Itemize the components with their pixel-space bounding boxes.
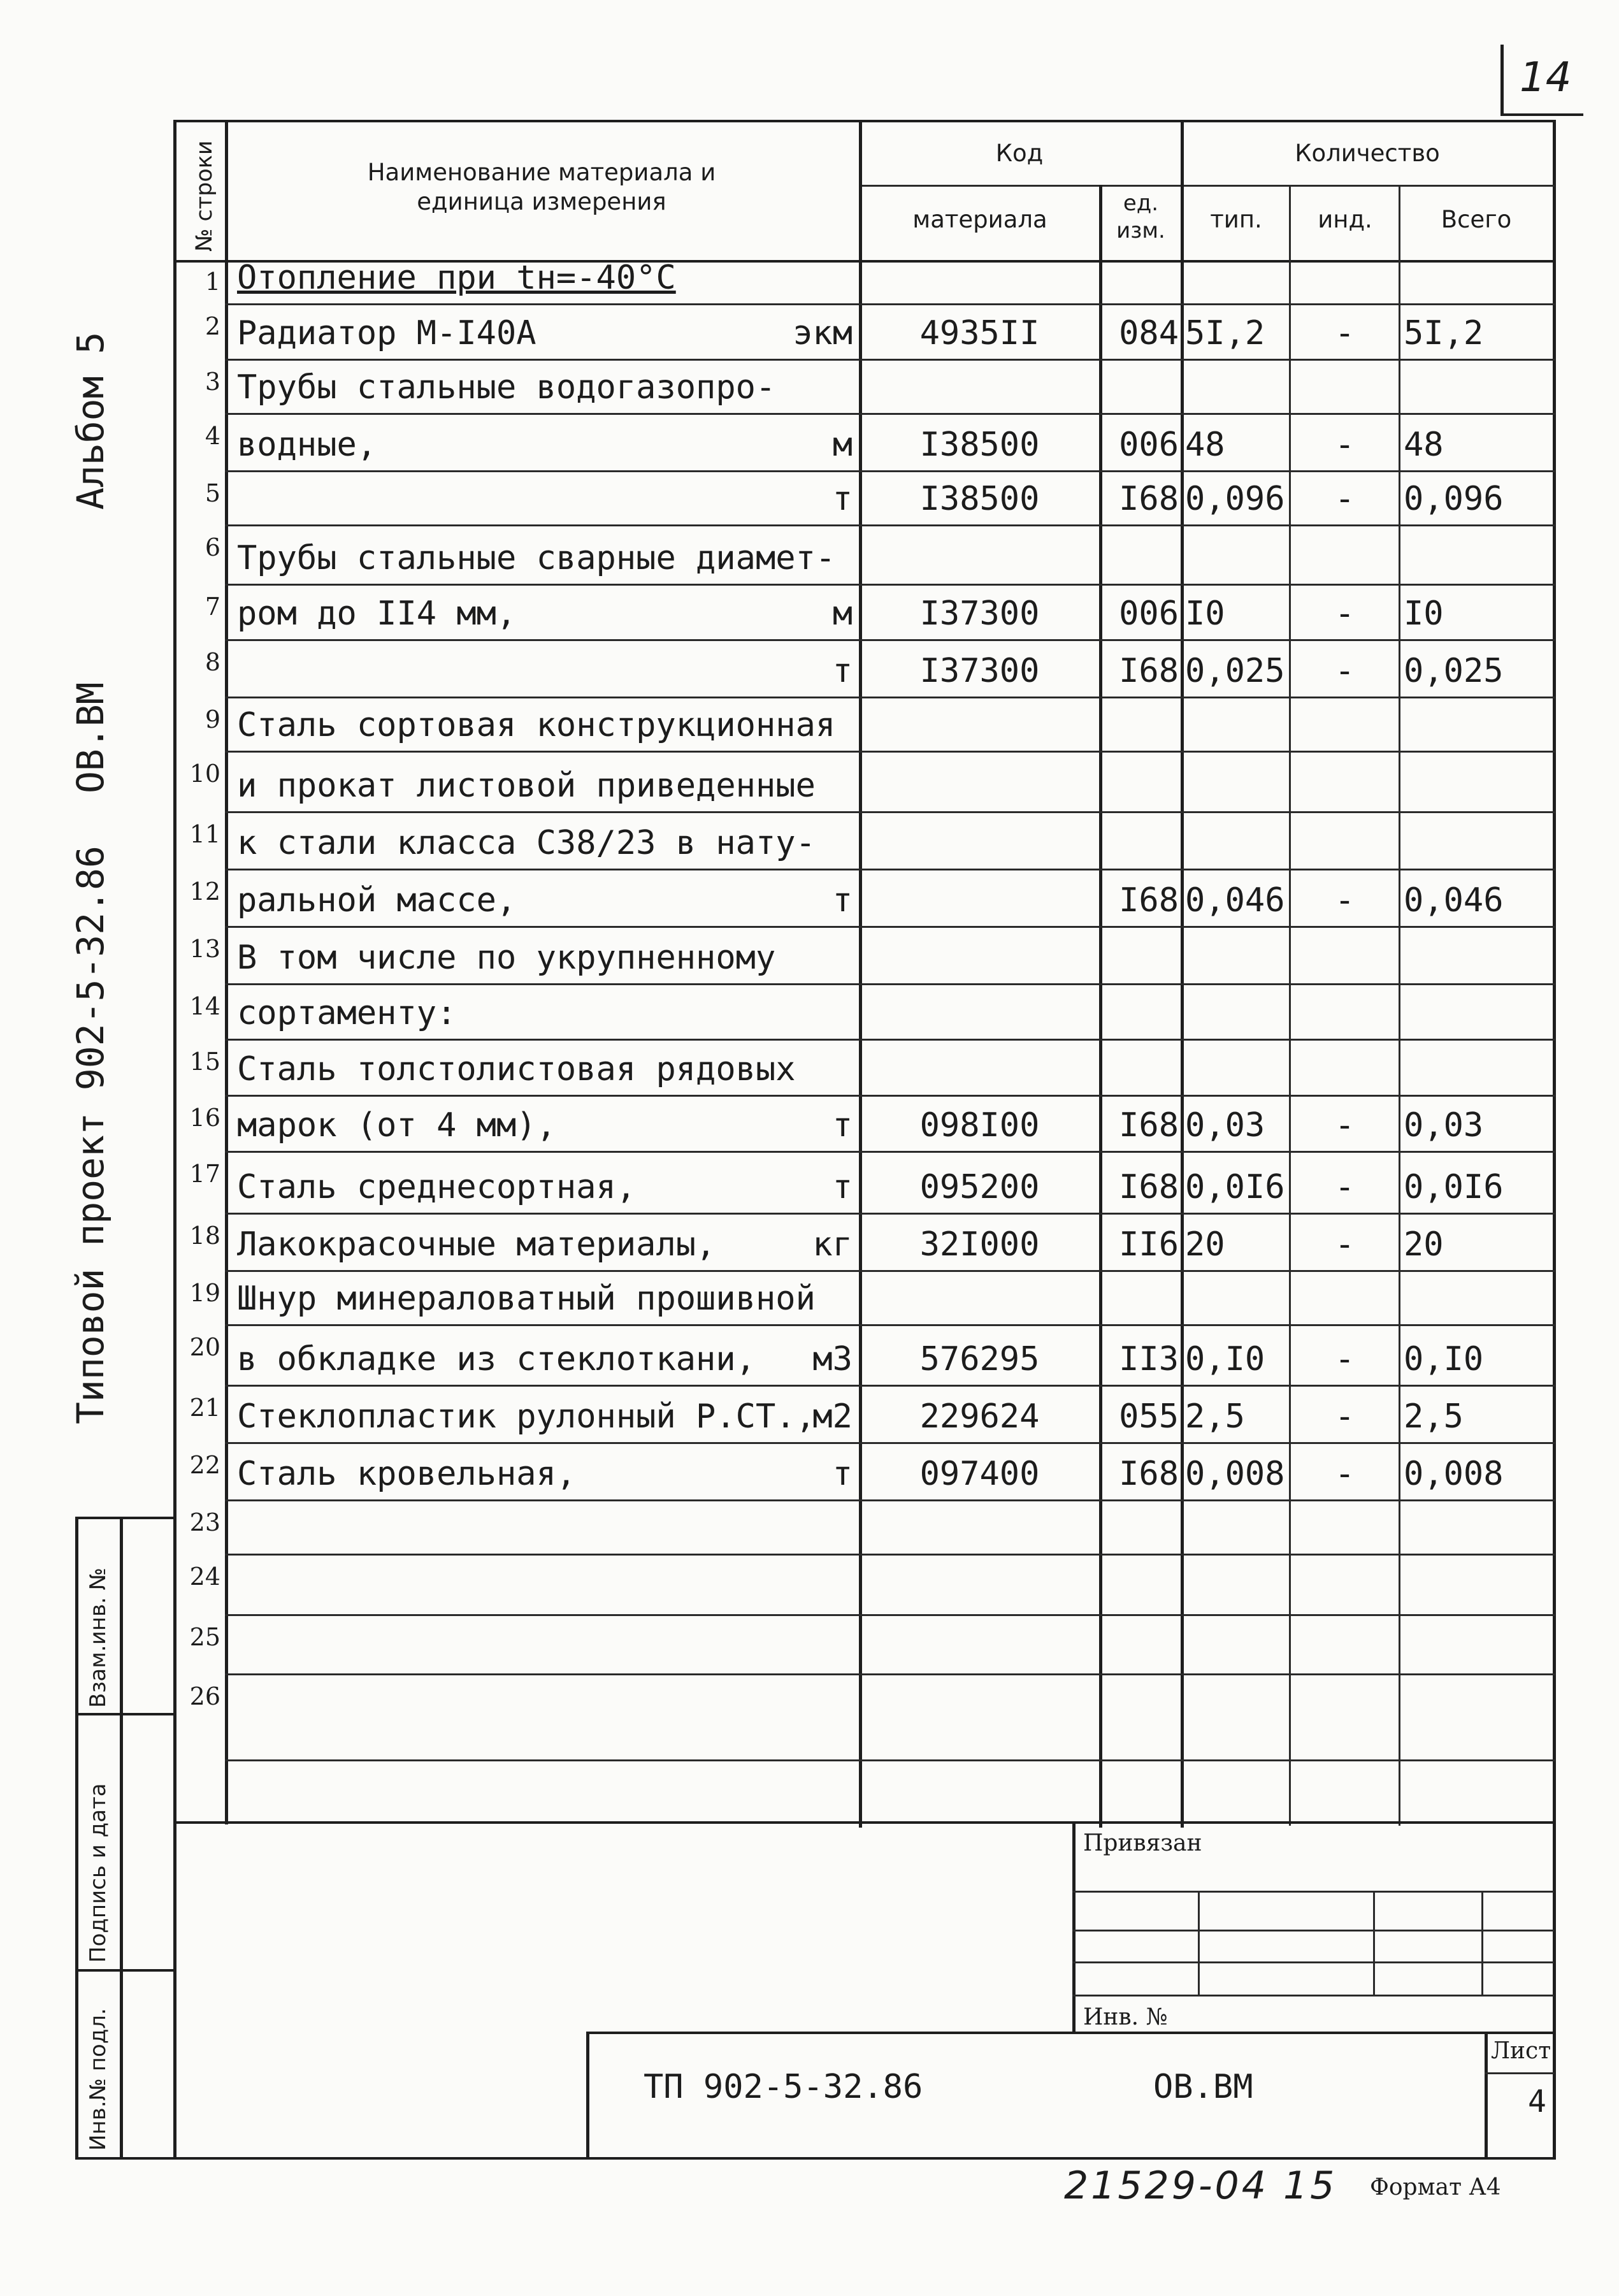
row-separator — [225, 1385, 1555, 1387]
row-separator — [225, 926, 1555, 928]
header-qty-ind: инд. — [1318, 206, 1372, 233]
table-bottom-line — [173, 1821, 1556, 1824]
cell-unit-code: 084 — [1119, 314, 1179, 352]
cell-qty-typ: 2,5 — [1185, 1397, 1245, 1436]
stamp-line — [1072, 1995, 1554, 1996]
stamp-doc-section: ОВ.ВМ — [1153, 2068, 1253, 2106]
cell-name: в обкладке из стеклоткани, — [237, 1340, 756, 1378]
row-number: 1 — [205, 268, 220, 296]
cell-unit: т — [832, 1455, 853, 1493]
cell-qty-typ: I0 — [1185, 595, 1225, 633]
row-number: 19 — [189, 1279, 220, 1307]
cell-name: Радиатор М-I40А — [237, 314, 536, 352]
cell-qty-typ: 0,I0 — [1185, 1340, 1265, 1378]
header-code-group: Код — [995, 140, 1044, 167]
cell-unit: т — [832, 1106, 853, 1144]
cell-unit-code: 055 — [1119, 1397, 1179, 1436]
cell-name: Сталь среднесортная, — [237, 1168, 637, 1206]
stamp-list-value: 4 — [1528, 2084, 1546, 2119]
stamp-doc-code: ТП 902-5-32.86 — [644, 2068, 923, 2106]
cell-unit-code: I68 — [1119, 1106, 1179, 1144]
cell-material-code: 32I000 — [919, 1225, 1040, 1264]
cell-name: В том числе по укрупненному — [237, 939, 776, 977]
stamp-line — [75, 2157, 176, 2160]
cell-qty-total: 0,03 — [1404, 1106, 1484, 1144]
row-number: 21 — [189, 1394, 220, 1422]
row-separator — [225, 1499, 1555, 1501]
cell-name: Сталь толстолистовая рядовых — [237, 1050, 796, 1088]
row-number: 2 — [205, 312, 220, 340]
row-number: 25 — [189, 1623, 220, 1651]
row-separator — [225, 1039, 1555, 1041]
cell-unit: м2 — [812, 1397, 853, 1436]
row-separator — [225, 639, 1555, 641]
row-separator — [225, 811, 1555, 813]
cell-qty-typ: 0,046 — [1185, 881, 1285, 920]
stamp-list-label: Лист — [1491, 2038, 1551, 2064]
cell-material-code: I37300 — [919, 595, 1040, 633]
cell-qty-total: 48 — [1404, 426, 1444, 464]
row-number: 5 — [205, 479, 220, 507]
side-label-code: ОВ.ВМ — [69, 682, 112, 793]
cell-material-code: I37300 — [919, 652, 1040, 690]
cell-unit-code: II6 — [1119, 1225, 1179, 1264]
cell-qty-ind: - — [1334, 652, 1355, 690]
cell-qty-total: 2,5 — [1404, 1397, 1464, 1436]
cell-unit: м — [832, 595, 853, 633]
cell-qty-ind: - — [1334, 480, 1355, 518]
cell-qty-ind: - — [1334, 1340, 1355, 1378]
header-code-material: материала — [912, 206, 1047, 233]
cell-material-code: 097400 — [919, 1455, 1040, 1493]
row-number: 7 — [205, 593, 220, 621]
row-separator — [225, 470, 1555, 472]
row-separator — [225, 303, 1555, 305]
cell-qty-typ: 0,008 — [1185, 1455, 1285, 1493]
cell-qty-total: I0 — [1404, 595, 1444, 633]
cell-qty-ind: - — [1334, 1455, 1355, 1493]
cell-name: Трубы стальные водогазопро- — [237, 368, 776, 407]
cell-unit-code: I68 — [1119, 480, 1179, 518]
cell-qty-ind: - — [1334, 426, 1355, 464]
stamp-privyazan: Привязан — [1083, 1830, 1202, 1856]
row-number: 3 — [205, 368, 220, 396]
cell-material-code: I38500 — [919, 480, 1040, 518]
stamp-inv-no: Инв. № — [1083, 2004, 1168, 2030]
header-qty-total: Всего — [1441, 206, 1512, 233]
cell-unit: т — [832, 881, 853, 920]
cell-name: марок (от 4 мм), — [237, 1106, 556, 1144]
row-number: 14 — [189, 992, 220, 1020]
cell-material-code: 095200 — [919, 1168, 1040, 1206]
stamp-line — [1072, 1821, 1076, 2032]
row-separator — [225, 1151, 1555, 1153]
row-separator — [225, 584, 1555, 586]
row-separator — [225, 869, 1555, 870]
cell-unit-code: I68 — [1119, 1168, 1179, 1206]
cell-unit: м — [832, 426, 853, 464]
cell-qty-total: 0,096 — [1404, 480, 1504, 518]
corner-mark-line — [1500, 45, 1504, 115]
cell-unit: т — [832, 1168, 853, 1206]
cell-name: Сталь кровельная, — [237, 1455, 577, 1493]
row-number: 24 — [189, 1563, 220, 1591]
stamp-line — [1198, 1891, 1200, 1995]
header-code-unit: ед. изм. — [1116, 191, 1165, 243]
cell-unit-code: 006 — [1119, 426, 1179, 464]
stamp-line — [75, 1969, 176, 1972]
row-number: 17 — [189, 1160, 220, 1188]
cell-name: к стали класса С38/23 в нату- — [237, 824, 816, 862]
stamp-line — [75, 1517, 78, 2157]
cell-unit: экм — [793, 314, 853, 352]
cell-qty-total: 20 — [1404, 1225, 1444, 1264]
row-separator — [225, 1673, 1555, 1675]
row-number: 13 — [189, 935, 220, 963]
cell-unit: кг — [812, 1225, 853, 1264]
cell-qty-typ: 0,025 — [1185, 652, 1285, 690]
row-number: 20 — [189, 1333, 220, 1361]
header-qty-typ: тип. — [1210, 206, 1262, 233]
row-number: 18 — [189, 1222, 220, 1250]
stamp-inv-podl: Инв.№ подл. — [85, 2008, 111, 2151]
row-number: 8 — [205, 648, 220, 676]
row-number: 9 — [205, 705, 220, 733]
cell-qty-total: 0,I0 — [1404, 1340, 1484, 1378]
row-separator — [225, 1442, 1555, 1444]
cell-name: Лакокрасочные материалы, — [237, 1225, 716, 1264]
cell-unit-code: II3 — [1119, 1340, 1179, 1378]
stamp-line — [120, 1517, 123, 2157]
cell-qty-ind: - — [1334, 1106, 1355, 1144]
row-separator — [225, 359, 1555, 361]
header-name: Наименование материала и единица измерения — [367, 159, 716, 216]
cell-qty-total: 5I,2 — [1404, 314, 1484, 352]
header-row-no: № строки — [192, 140, 217, 252]
cell-name: и прокат листовой приведенные — [237, 767, 816, 805]
cell-material-code: 576295 — [919, 1340, 1040, 1378]
cell-qty-ind: - — [1334, 314, 1355, 352]
cell-name: Шнур минераловатный прошивной — [237, 1280, 816, 1318]
cell-qty-typ: 0,096 — [1185, 480, 1285, 518]
row-number: 10 — [189, 760, 220, 788]
row-number: 6 — [205, 533, 220, 561]
stamp-line — [75, 1713, 176, 1715]
cell-name: Сталь сортовая конструкционная — [237, 706, 836, 744]
cell-name: сортаменту: — [237, 994, 457, 1032]
cell-qty-typ: 0,03 — [1185, 1106, 1265, 1144]
cell-material-code: I38500 — [919, 426, 1040, 464]
stamp-line — [1485, 2032, 1488, 2159]
row-separator — [225, 751, 1555, 753]
row-separator — [225, 1614, 1555, 1616]
cell-qty-ind: - — [1334, 1225, 1355, 1264]
stamp-line — [586, 2032, 589, 2159]
cell-qty-ind: - — [1334, 1397, 1355, 1436]
cell-qty-typ: 48 — [1185, 426, 1225, 464]
cell-name: ром до II4 мм, — [237, 595, 517, 633]
cell-unit-code: 006 — [1119, 595, 1179, 633]
cell-name: водные, — [237, 426, 377, 464]
sheet-number-handwritten: 14 — [1520, 54, 1572, 101]
frame-bottom-line — [173, 2157, 1556, 2160]
cell-qty-ind: - — [1334, 595, 1355, 633]
row-number: 22 — [189, 1451, 220, 1479]
cell-unit-code: I68 — [1119, 1455, 1179, 1493]
cell-name: Стеклопластик рулонный Р.СТ., — [237, 1397, 816, 1436]
row-number: 23 — [189, 1508, 220, 1536]
row-separator — [225, 524, 1555, 526]
cell-unit: м3 — [812, 1340, 853, 1378]
header-qty-group: Количество — [1295, 140, 1440, 167]
stamp-line — [1485, 2072, 1555, 2074]
cell-qty-total: 0,008 — [1404, 1455, 1504, 1493]
stamp-line — [1481, 1891, 1483, 1995]
cell-unit-code: I68 — [1119, 652, 1179, 690]
cell-qty-ind: - — [1334, 1168, 1355, 1206]
cell-qty-typ: 5I,2 — [1185, 314, 1265, 352]
row-separator — [225, 1759, 1555, 1761]
row-separator — [225, 697, 1555, 698]
row-number: 12 — [189, 877, 220, 906]
cell-name: Трубы стальные сварные диамет- — [237, 539, 836, 577]
corner-mark-line — [1500, 113, 1583, 116]
footer-format: Формат А4 — [1370, 2174, 1501, 2200]
stamp-vzam: Взам.инв. № — [85, 1567, 111, 1708]
row-separator — [225, 1324, 1555, 1326]
cell-qty-total: 0,0I6 — [1404, 1168, 1504, 1206]
stamp-line — [586, 2032, 1555, 2034]
cell-qty-total: 0,046 — [1404, 881, 1504, 920]
cell-name: ральной массе, — [237, 881, 517, 920]
side-label-project: Типовой проект 902-5-32.86 — [69, 846, 112, 1424]
stamp-line — [1373, 1891, 1375, 1995]
frame-right-line — [1553, 1821, 1556, 2159]
row-number: 26 — [189, 1682, 220, 1710]
cell-unit: т — [832, 480, 853, 518]
side-label-album: Альбом 5 — [69, 331, 112, 510]
cell-qty-typ: 20 — [1185, 1225, 1225, 1264]
cell-name: Отопление при tн=-40°C — [237, 259, 676, 297]
row-number: 15 — [189, 1048, 220, 1076]
row-separator — [225, 1095, 1555, 1097]
cell-unit: т — [832, 652, 853, 690]
row-number: 16 — [189, 1104, 220, 1132]
row-separator — [225, 413, 1555, 415]
cell-unit-code: I68 — [1119, 881, 1179, 920]
row-separator — [225, 1213, 1555, 1215]
row-separator — [225, 1554, 1555, 1556]
stamp-podpis: Подпись и дата — [85, 1783, 111, 1963]
cell-qty-typ: 0,0I6 — [1185, 1168, 1285, 1206]
row-separator — [225, 1270, 1555, 1272]
footer-handwritten-number: 21529-04 15 — [1064, 2163, 1337, 2208]
cell-qty-ind: - — [1334, 881, 1355, 920]
cell-material-code: 098I00 — [919, 1106, 1040, 1144]
cell-material-code: 4935II — [919, 314, 1040, 352]
row-number: 11 — [189, 820, 220, 848]
cell-qty-total: 0,025 — [1404, 652, 1504, 690]
stamp-line — [75, 1517, 176, 1519]
cell-material-code: 229624 — [919, 1397, 1040, 1436]
row-separator — [225, 983, 1555, 985]
row-number: 4 — [205, 422, 220, 450]
